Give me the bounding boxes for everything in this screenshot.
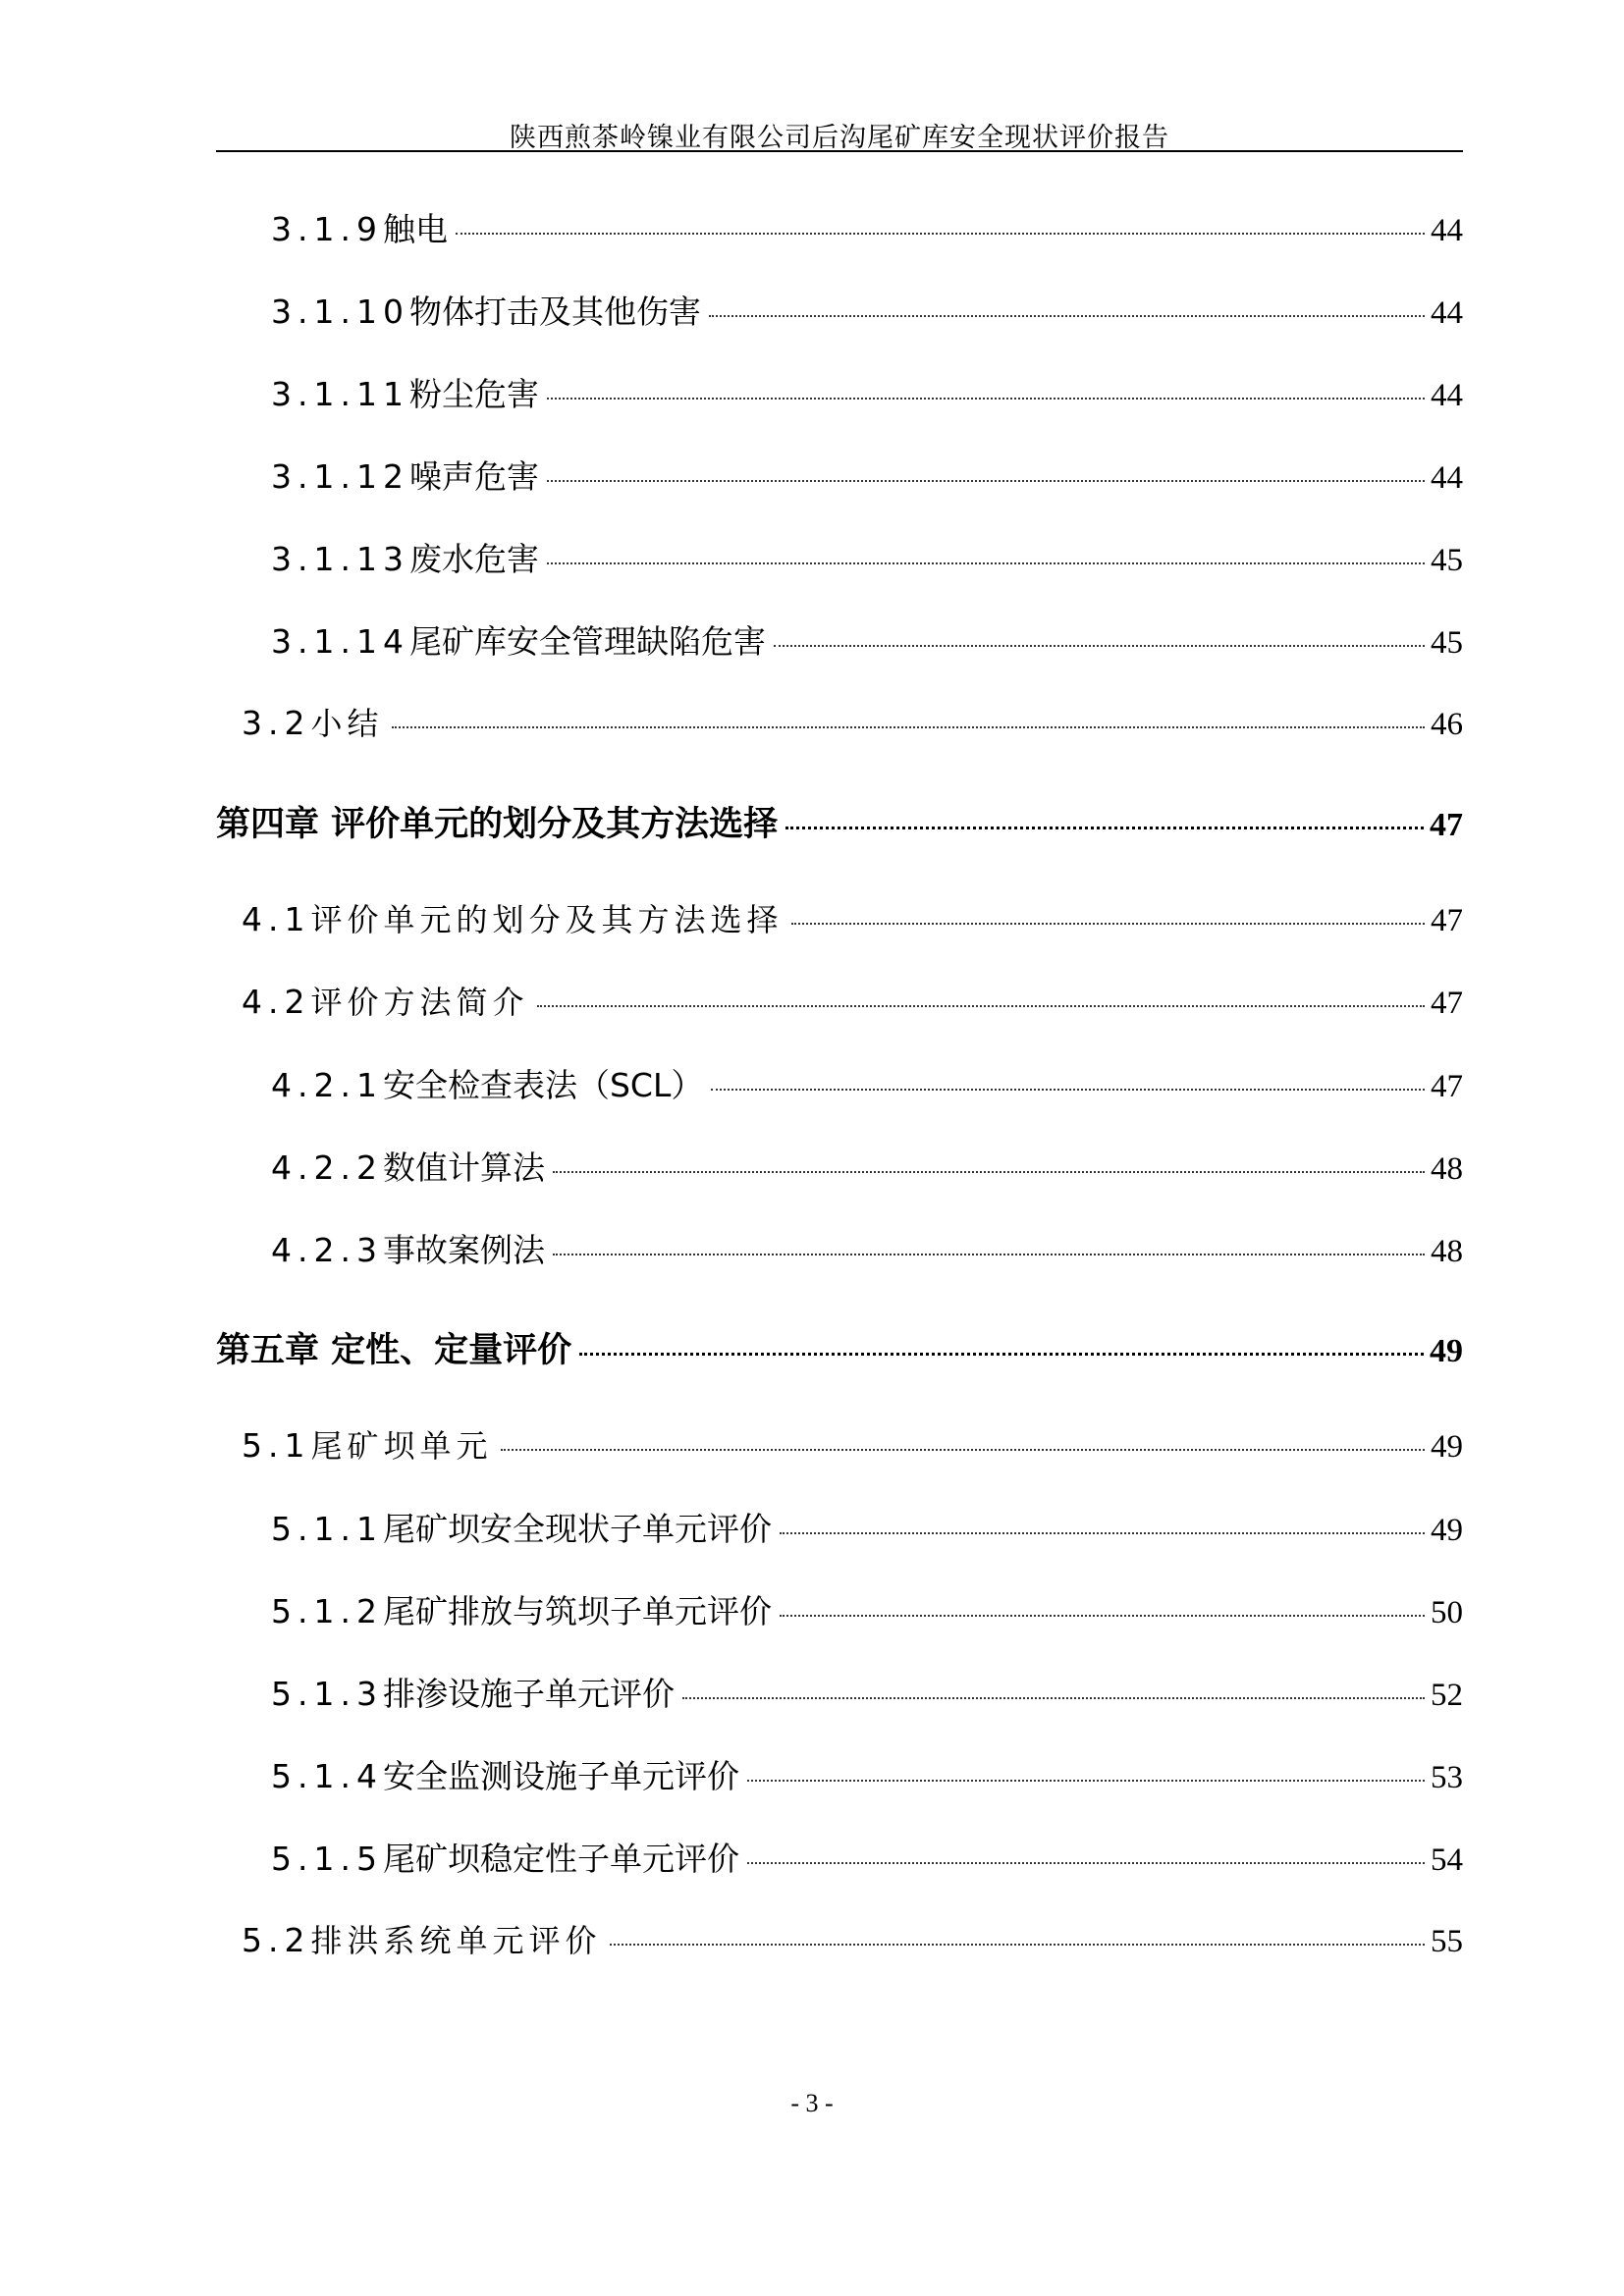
toc-entry[interactable] <box>271 1225 1463 1271</box>
toc-entry-number: 3.1.9 <box>271 210 383 248</box>
toc-chapter-entry[interactable] <box>216 797 1463 846</box>
toc-entry-number: 5.1 <box>242 1426 311 1465</box>
dot-leader <box>785 827 1424 829</box>
toc-entry-page: 49 <box>1431 1429 1463 1465</box>
dot-leader <box>501 1449 1426 1451</box>
toc-entry-title: 尾矿库安全管理缺陷危害 <box>408 622 766 661</box>
toc-entry-page: 52 <box>1431 1678 1463 1713</box>
toc-chapter-title: 第四章 评价单元的划分及其方法选择 <box>216 805 779 844</box>
toc-entry-number: 4.2.1 <box>271 1066 383 1104</box>
toc-entry-number: 5.1.3 <box>271 1675 383 1713</box>
dot-leader <box>682 1697 1425 1699</box>
toc-entry-number: 5.1.5 <box>271 1840 383 1878</box>
toc-entry-number: 3.1.12 <box>271 457 409 496</box>
toc-entry-title: 评价单元的划分及其方法选择 <box>310 901 784 938</box>
toc-entry-title: 小结 <box>310 705 384 742</box>
toc-entry-page: 55 <box>1431 1924 1463 1959</box>
dot-leader <box>747 1862 1425 1864</box>
toc-entry-title: 排渗设施子单元评价 <box>382 1675 675 1713</box>
dot-leader <box>791 923 1426 925</box>
dot-leader <box>579 1353 1424 1356</box>
dot-leader <box>392 726 1426 728</box>
dot-leader <box>456 233 1425 235</box>
toc-entry-title: 触电 <box>382 210 448 248</box>
toc-entry-number: 4.2 <box>242 983 311 1021</box>
toc-entry[interactable] <box>242 1421 1463 1467</box>
toc-entry-number: 5.1.1 <box>271 1510 383 1548</box>
toc-entry-title: 尾矿坝单元 <box>310 1427 493 1465</box>
toc-entry-number: 4.2.3 <box>271 1231 383 1269</box>
toc-entry[interactable] <box>271 616 1463 663</box>
toc-entry-title: 评价方法简介 <box>310 984 529 1021</box>
toc-entry-title: 物体打击及其他伤害 <box>408 293 701 331</box>
toc-entry[interactable] <box>271 1751 1463 1797</box>
toc-entry-title: 尾矿坝安全现状子单元评价 <box>382 1510 772 1548</box>
toc-entry-page: 45 <box>1431 543 1463 578</box>
toc-entry[interactable] <box>271 1834 1463 1880</box>
toc-entry[interactable] <box>271 204 1463 250</box>
toc-entry[interactable] <box>242 895 1463 940</box>
toc-entry-page: 53 <box>1431 1760 1463 1795</box>
toc-chapter-title: 第五章 定性、定量评价 <box>216 1331 572 1370</box>
toc-entry-number: 4.1 <box>242 900 311 938</box>
toc-entry-page: 48 <box>1431 1234 1463 1269</box>
toc-entry-page: 50 <box>1431 1595 1463 1630</box>
dot-leader <box>780 1532 1425 1534</box>
toc-entry-title: 噪声危害 <box>408 457 539 496</box>
toc-entry-title: 尾矿坝稳定性子单元评价 <box>382 1840 739 1878</box>
dot-leader <box>537 1005 1426 1007</box>
toc-entry-page: 46 <box>1431 707 1463 742</box>
dot-leader <box>747 1780 1425 1782</box>
toc-entry-title: 安全监测设施子单元评价 <box>382 1757 739 1795</box>
toc-entry-title: 数值计算法 <box>382 1148 545 1187</box>
toc-entry-number: 5.2 <box>242 1921 311 1959</box>
dot-leader <box>711 1089 1425 1091</box>
header-divider <box>216 150 1463 152</box>
toc-entry[interactable] <box>271 1060 1463 1106</box>
toc-entry-title: 粉尘危害 <box>408 375 539 413</box>
dot-leader <box>709 315 1425 317</box>
toc-entry-page: 44 <box>1431 460 1463 496</box>
toc-entry[interactable] <box>242 978 1463 1023</box>
toc-entry-page: 44 <box>1431 295 1463 331</box>
toc-entry-number: 5.1.2 <box>271 1592 383 1630</box>
toc-entry-page: 54 <box>1431 1842 1463 1878</box>
toc-entry-page: 47 <box>1431 903 1463 938</box>
dot-leader <box>553 1254 1425 1255</box>
page-header-title: 陕西煎茶岭镍业有限公司后沟尾矿库安全现状评价报告 <box>510 123 1169 153</box>
toc-entry[interactable] <box>271 1504 1463 1550</box>
dot-leader <box>547 480 1425 482</box>
dot-leader <box>774 645 1425 647</box>
page-number: - 3 - <box>790 2089 834 2117</box>
toc-entry-number: 3.1.13 <box>271 540 409 578</box>
toc-entry-number: 4.2.2 <box>271 1148 383 1187</box>
toc-entry-number: 3.2 <box>242 704 311 742</box>
toc-entry[interactable] <box>271 534 1463 580</box>
toc-entry[interactable] <box>271 1669 1463 1715</box>
toc-entry-page: 45 <box>1431 625 1463 661</box>
toc-entry-title: 尾矿排放与筑坝子单元评价 <box>382 1592 772 1630</box>
toc-entry-page: 49 <box>1431 1513 1463 1548</box>
dot-leader <box>610 1944 1426 1946</box>
toc-entry-number: 3.1.11 <box>271 375 409 413</box>
dot-leader <box>553 1171 1425 1173</box>
toc-entry-page: 48 <box>1431 1151 1463 1187</box>
toc-entry-page: 47 <box>1430 807 1463 843</box>
toc-entry[interactable] <box>271 1143 1463 1189</box>
toc-entry-page: 44 <box>1431 378 1463 413</box>
toc-entry[interactable] <box>271 369 1463 415</box>
toc-entry-page: 49 <box>1430 1333 1463 1369</box>
toc-entry[interactable] <box>271 287 1463 333</box>
toc-entry-title: 事故案例法 <box>382 1231 545 1269</box>
toc-entry-title: 废水危害 <box>408 540 539 578</box>
dot-leader <box>547 562 1425 564</box>
dot-leader <box>547 398 1425 400</box>
toc-entry-page: 44 <box>1431 213 1463 248</box>
dot-leader <box>780 1615 1425 1617</box>
toc-chapter-entry[interactable] <box>216 1323 1463 1372</box>
toc-entry[interactable] <box>271 452 1463 498</box>
toc-entry-page: 47 <box>1431 1069 1463 1104</box>
toc-entry[interactable] <box>271 1586 1463 1632</box>
toc-entry-number: 5.1.4 <box>271 1757 383 1795</box>
toc-entry-number: 3.1.14 <box>271 622 409 661</box>
toc-entry-title: 安全检查表法（SCL） <box>382 1066 704 1104</box>
toc-entry-number: 3.1.10 <box>271 293 409 331</box>
toc-entry[interactable] <box>242 699 1463 744</box>
toc-entry-page: 47 <box>1431 986 1463 1021</box>
toc-entry[interactable] <box>242 1916 1463 1961</box>
toc-entry-title: 排洪系统单元评价 <box>310 1922 602 1959</box>
